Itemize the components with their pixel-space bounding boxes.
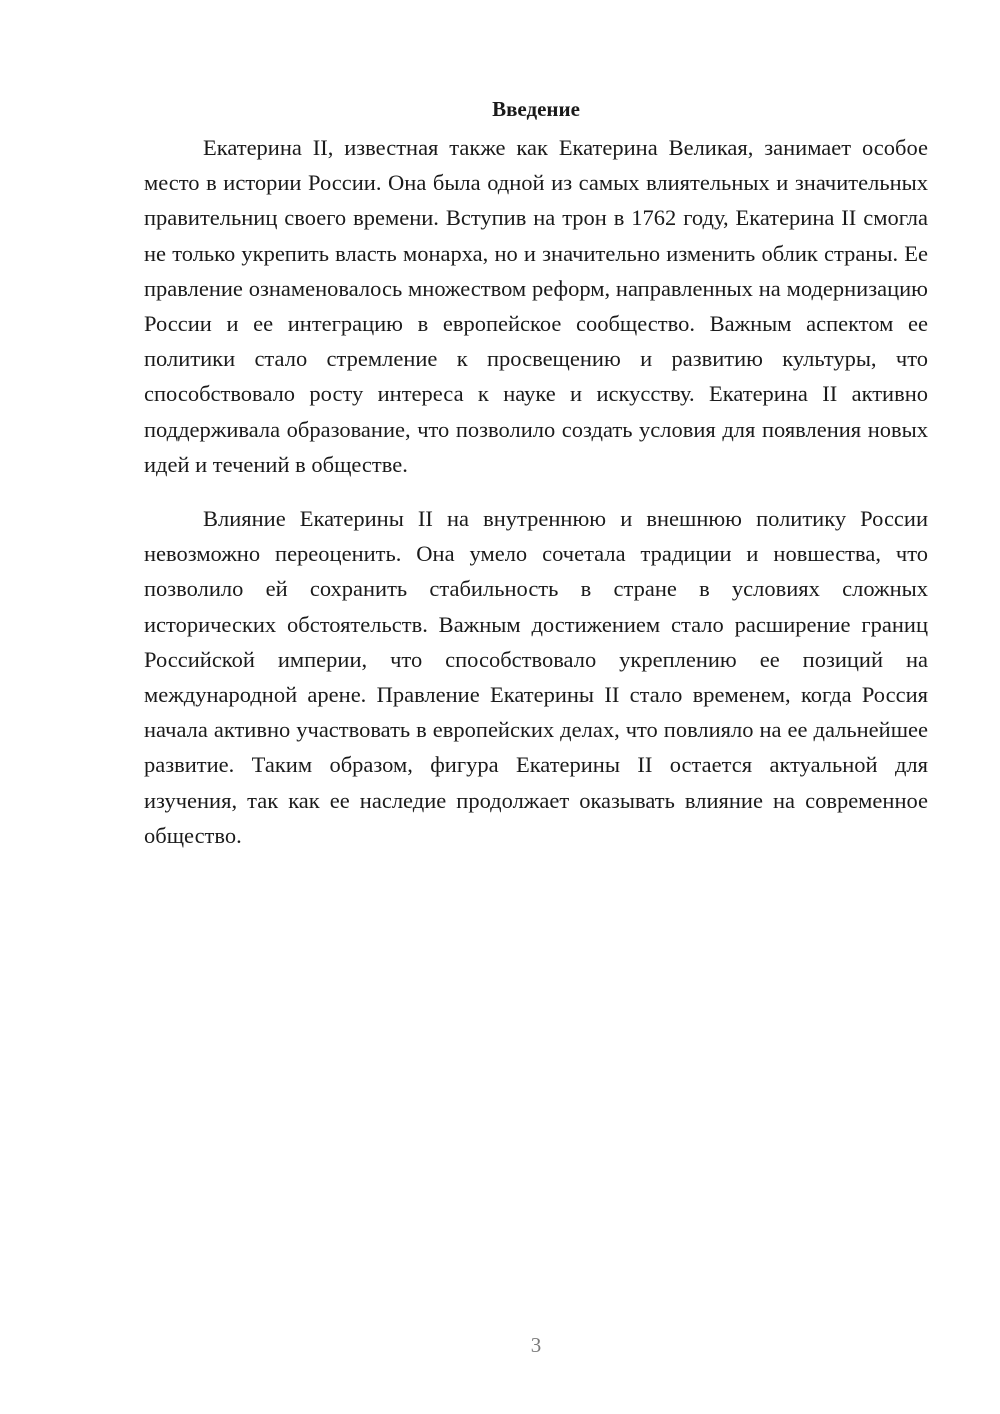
paragraph-1: Екатерина II, известная также как Екатерина Великая, занимает особое место в истории России. Она была одной из самых влиятельных и значительных правительниц своего времени. Вступив на трон в 1762 году, Екатерина II смогла не только укрепить власть монарха, но и значительно изменить облик страны. Ее правление ознаменовалось множеством реформ, направленных на модернизацию России и ее интеграцию в европейское сообщество. Важным аспектом ее политики стало стремление к просвещению и развитию культуры, что способствовало росту интереса к науке и искусству. Екатерина II активно поддерживала образование, что позволило создать условия для появления новых идей и течений в обществе.: [144, 135, 928, 477]
page-number: 3: [530, 1333, 542, 1357]
page-content: [144, 92, 928, 853]
section-title: Введение: [492, 97, 580, 121]
paragraph-2: Влияние Екатерины II на внутреннюю и внешнюю политику России невозможно переоценить. Она умело сочетала традиции и новшества, что позволило ей сохранить стабильность в стране в условиях сложных исторических обстоятельств. Важным достижением стало расширение границ Российской империи, что способствовало укреплению ее позиций на международной арене. Правление Екатерины II стало временем, когда Россия начала активно участвовать в европейских делах, что повлияло на ее дальнейшее развитие. Таким образом, фигура Екатерины II остается актуальной для изучения, так как ее наследие продолжает оказывать влияние на современное общество.: [144, 506, 928, 848]
